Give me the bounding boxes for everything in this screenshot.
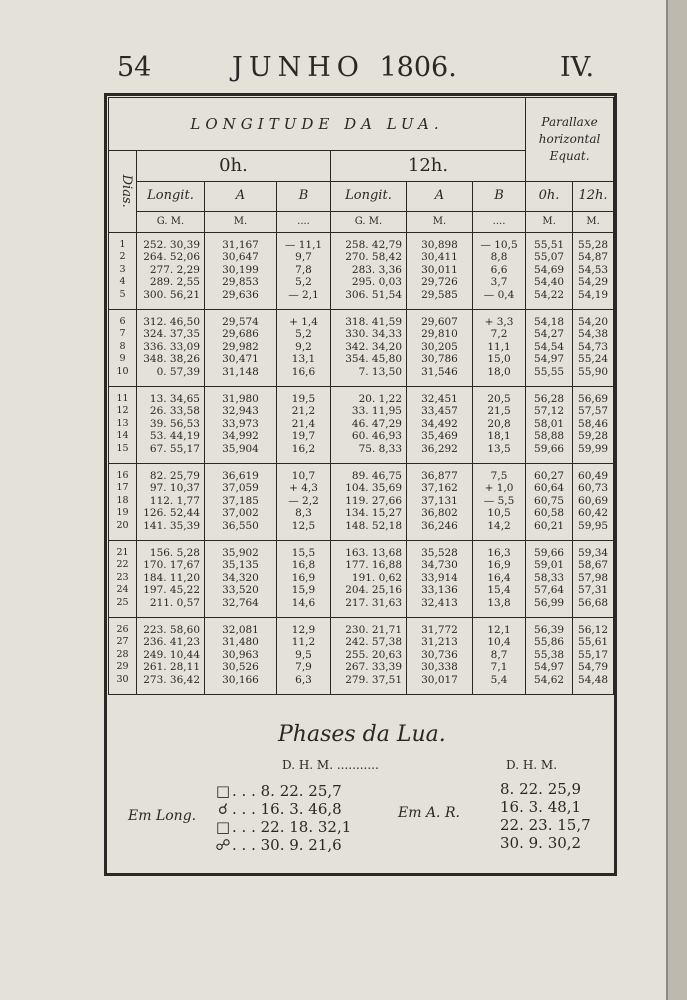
- b-0h-cell: 19,5 21,2 21,4 19,7 16,2: [277, 387, 331, 464]
- square-icon: □: [215, 782, 231, 800]
- longitude-12h-cell: 163. 13,68 177. 16,88 191. 0,62 204. 25,16 217. 31,63: [331, 541, 407, 618]
- phase-row-right: 16. 3. 48,1: [500, 798, 582, 816]
- label-em-long: Em Long.: [128, 808, 197, 824]
- days-cell: 6 7 8 9 10: [109, 310, 137, 387]
- a-12h-cell: 30,898 30,411 30,011 29,726 29,585: [407, 233, 473, 310]
- month-label: JUNHO: [232, 52, 365, 83]
- parallax-12h-cell: 56,12 55,61 55,17 54,79 54,48: [573, 618, 614, 695]
- parallax-0h-cell: 55,51 55,07 54,69 54,40 54,22: [526, 233, 573, 310]
- b-12h-cell: — 10,5 8,8 6,6 3,7 — 0,4: [473, 233, 526, 310]
- table-row-group: [109, 618, 614, 695]
- unit-gm: G. M.: [331, 212, 407, 233]
- conjunction-icon: ☌: [217, 800, 229, 818]
- b-12h-cell: 7,5 + 1,0 — 5,5 10,5 14,2: [473, 464, 526, 541]
- moon-phases: [108, 708, 613, 870]
- parallax-0h-cell: 54,18 54,27 54,54 54,97 55,55: [526, 310, 573, 387]
- b-0h-cell: 12,9 11,2 9,5 7,9 6,3: [277, 618, 331, 695]
- longitude-0h-cell: 312. 46,50 324. 37,35 336. 33,09 348. 38,26 0. 57,39: [137, 310, 205, 387]
- unit-dots: ....: [473, 212, 526, 233]
- phase-row-left: [214, 782, 342, 800]
- days-cell: 16 17 18 19 20: [109, 464, 137, 541]
- phases-title: Phases da Lua.: [278, 722, 446, 747]
- col-longit-12: Longit.: [331, 182, 407, 212]
- phase-value: . . . 22. 18. 32,1: [232, 818, 352, 836]
- parallax-12h-cell: 56,69 57,57 58,46 59,28 59,99: [573, 387, 614, 464]
- a-12h-cell: 31,772 31,213 30,736 30,338 30,017: [407, 618, 473, 695]
- hour-12-header: 12h.: [331, 151, 526, 182]
- table-row-group: [109, 233, 614, 310]
- phase-value: . . . 16. 3. 46,8: [232, 800, 342, 818]
- phase-row-left: [214, 800, 342, 818]
- phases-head-left: D. H. M. ...........: [282, 758, 379, 772]
- parallax-label: horizontal: [538, 132, 601, 146]
- phase-row-right: 22. 23. 15,7: [500, 816, 591, 834]
- parallax-0h-cell: 56,39 55,86 55,38 54,97 54,62: [526, 618, 573, 695]
- year-label: 1806.: [379, 52, 457, 83]
- days-cell: 11 12 13 14 15: [109, 387, 137, 464]
- col-parallax-0: 0h.: [526, 182, 573, 212]
- a-0h-cell: 31,980 32,943 33,973 34,992 35,904: [205, 387, 277, 464]
- longitude-0h-cell: 252. 30,39 264. 52,06 277. 2,29 289. 2,55 300. 56,21: [137, 233, 205, 310]
- longitude-12h-cell: 258. 42,79 270. 58,42 283. 3,36 295. 0,03 306. 51,54: [331, 233, 407, 310]
- phases-head-right: D. H. M.: [506, 758, 558, 772]
- parallax-12h-cell: 59,34 58,67 57,98 57,31 56,68: [573, 541, 614, 618]
- a-0h-cell: 31,167 30,647 30,199 29,853 29,636: [205, 233, 277, 310]
- parallax-header: [526, 98, 614, 182]
- longitude-0h-cell: 156. 5,28 170. 17,67 184. 11,20 197. 45,22 211. 0,57: [137, 541, 205, 618]
- days-cell: 1 2 3 4 5: [109, 233, 137, 310]
- table-row-group: [109, 541, 614, 618]
- days-label: Dias.: [118, 174, 134, 209]
- phase-value: . . . 30. 9. 21,6: [232, 836, 342, 854]
- days-cell: 26 27 28 29 30: [109, 618, 137, 695]
- unit-m: M.: [573, 212, 614, 233]
- a-0h-cell: 36,619 37,059 37,185 37,002 36,550: [205, 464, 277, 541]
- a-0h-cell: 32,081 31,480 30,963 30,526 30,166: [205, 618, 277, 695]
- page-edge: [666, 0, 687, 1000]
- longitude-0h-cell: 82. 25,79 97. 10,37 112. 1,77 126. 52,44 141. 35,39: [137, 464, 205, 541]
- unit-gm: G. M.: [137, 212, 205, 233]
- a-12h-cell: 32,451 33,457 34,492 35,469 36,292: [407, 387, 473, 464]
- moon-longitude-table: [108, 97, 614, 695]
- phase-row-right: 8. 22. 25,9: [500, 780, 582, 798]
- page-title: [232, 52, 457, 92]
- square-icon: □: [215, 818, 231, 836]
- b-0h-cell: 15,5 16,8 16,9 15,9 14,6: [277, 541, 331, 618]
- label-em-ar: Em A. R.: [398, 805, 460, 821]
- longitude-0h-cell: 13. 34,65 26. 33,58 39. 56,53 53. 44,19 67. 55,17: [137, 387, 205, 464]
- longitude-12h-cell: 20. 1,22 33. 11,95 46. 47,29 60. 46,93 75. 8,33: [331, 387, 407, 464]
- opposition-icon: ☍: [215, 836, 231, 854]
- a-12h-cell: 29,607 29,810 30,205 30,786 31,546: [407, 310, 473, 387]
- table-row-group: [109, 464, 614, 541]
- col-b-12: B: [473, 182, 526, 212]
- parallax-12h-cell: 54,20 54,38 54,73 55,24 55,90: [573, 310, 614, 387]
- a-0h-cell: 29,574 29,686 29,982 30,471 31,148: [205, 310, 277, 387]
- col-a-12: A: [407, 182, 473, 212]
- b-12h-cell: 16,3 16,9 16,4 15,4 13,8: [473, 541, 526, 618]
- a-12h-cell: 36,877 37,162 37,131 36,802 36,246: [407, 464, 473, 541]
- unit-m: M.: [526, 212, 573, 233]
- phase-row-left: [214, 836, 342, 854]
- unit-m: M.: [407, 212, 473, 233]
- parallax-0h-cell: 59,66 59,01 58,33 57,64 56,99: [526, 541, 573, 618]
- longitude-0h-cell: 223. 58,60 236. 41,23 249. 10,44 261. 28,11 273. 36,42: [137, 618, 205, 695]
- b-0h-cell: 10,7 + 4,3 — 2,2 8,3 12,5: [277, 464, 331, 541]
- parallax-0h-cell: 60,27 60,64 60,75 60,58 60,21: [526, 464, 573, 541]
- col-b-0: B: [277, 182, 331, 212]
- page-number: 54: [117, 52, 152, 83]
- section-number: IV.: [560, 52, 595, 83]
- unit-dots: ....: [277, 212, 331, 233]
- col-longit-0: Longit.: [137, 182, 205, 212]
- b-0h-cell: — 11,1 9,7 7,8 5,2 — 2,1: [277, 233, 331, 310]
- longitude-12h-cell: 318. 41,59 330. 34,33 342. 34,20 354. 45,80 7. 13,50: [331, 310, 407, 387]
- parallax-12h-cell: 60,49 60,73 60,69 60,42 59,95: [573, 464, 614, 541]
- unit-m: M.: [205, 212, 277, 233]
- table-row-group: [109, 387, 614, 464]
- b-12h-cell: + 3,3 7,2 11,1 15,0 18,0: [473, 310, 526, 387]
- table-row-group: [109, 310, 614, 387]
- days-cell: 21 22 23 24 25: [109, 541, 137, 618]
- phase-row-right: 30. 9. 30,2: [500, 834, 582, 852]
- col-parallax-12: 12h.: [573, 182, 614, 212]
- parallax-label: Parallaxe: [541, 115, 598, 129]
- longitude-12h-cell: 89. 46,75 104. 35,69 119. 27,66 134. 15,27 148. 52,18: [331, 464, 407, 541]
- days-header: [109, 151, 137, 233]
- a-0h-cell: 35,902 35,135 34,320 33,520 32,764: [205, 541, 277, 618]
- b-12h-cell: 12,1 10,4 8,7 7,1 5,4: [473, 618, 526, 695]
- b-12h-cell: 20,5 21,5 20,8 18,1 13,5: [473, 387, 526, 464]
- col-a-0: A: [205, 182, 277, 212]
- parallax-0h-cell: 56,28 57,12 58,01 58,88 59,66: [526, 387, 573, 464]
- table-title: LONGITUDE DA LUA.: [109, 98, 526, 151]
- phase-value: . . . 8. 22. 25,7: [232, 782, 342, 800]
- phase-row-left: [214, 818, 351, 836]
- parallax-12h-cell: 55,28 54,87 54,53 54,29 54,19: [573, 233, 614, 310]
- hour-0-header: 0h.: [137, 151, 331, 182]
- longitude-12h-cell: 230. 21,71 242. 57,38 255. 20,63 267. 33,39 279. 37,51: [331, 618, 407, 695]
- parallax-label: Equat.: [549, 149, 590, 163]
- b-0h-cell: + 1,4 5,2 9,2 13,1 16,6: [277, 310, 331, 387]
- a-12h-cell: 35,528 34,730 33,914 33,136 32,413: [407, 541, 473, 618]
